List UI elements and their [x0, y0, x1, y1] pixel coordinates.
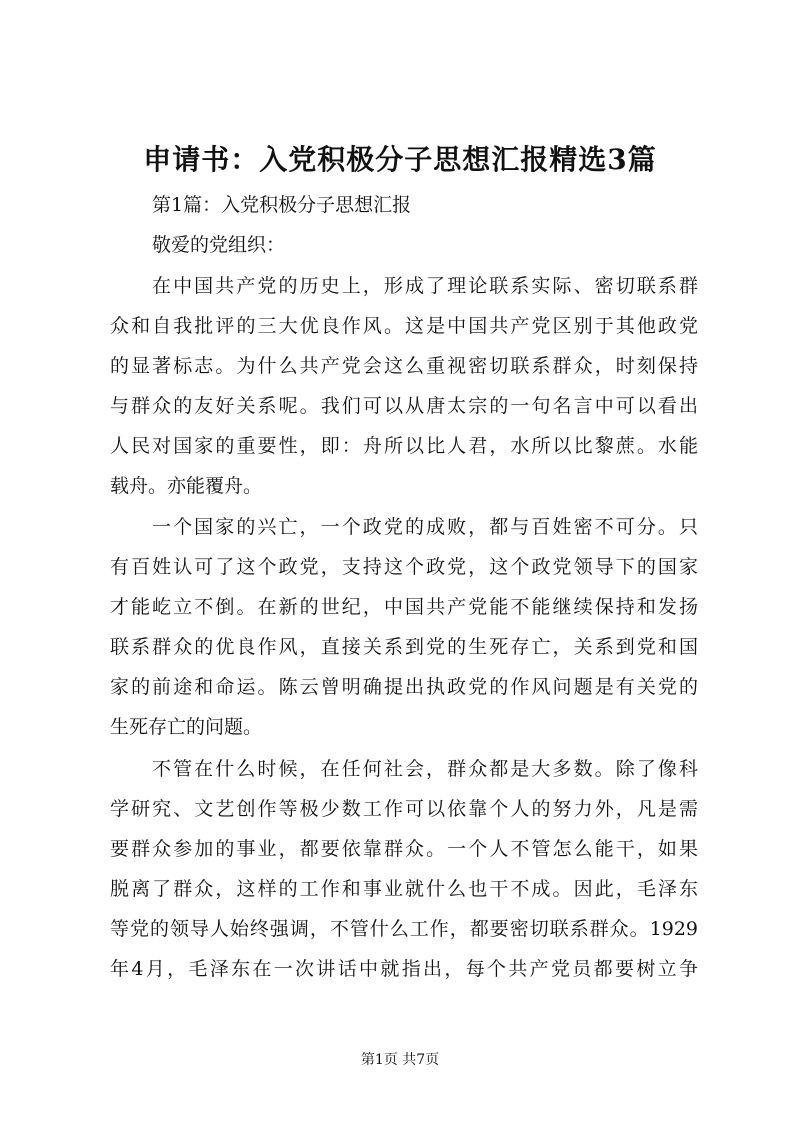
paragraph-line: 生死存亡的问题。 [110, 716, 263, 738]
section-heading: 第1篇：入党积极分子思想汇报 [152, 194, 412, 216]
paragraph-line: 等党的领导人始终强调，不管什么工作，都要密切联系群众。1929 [110, 918, 698, 940]
paragraph-line: 在中国共产党的历史上，形成了理论联系实际、密切联系群 [152, 275, 698, 297]
paragraph-line: 的显著标志。为什么共产党会这么重视密切联系群众，时刻保持 [110, 355, 698, 377]
document-title: 申请书：入党积极分子思想汇报精选3篇 [143, 143, 657, 176]
paragraph-line: 不管在什么时候，在任何社会，群众都是大多数。除了像科 [152, 758, 698, 780]
paragraph-line: 一个国家的兴亡，一个政党的成败，都与百姓密不可分。只 [152, 516, 698, 538]
paragraph-line: 与群众的友好关系呢。我们可以从唐太宗的一句名言中可以看出 [110, 395, 698, 417]
paragraph-line: 联系群众的优良作风，直接关系到党的生死存亡，关系到党和国 [110, 636, 698, 658]
paragraph-line: 才能屹立不倒。在新的世纪，中国共产党能不能继续保持和发扬 [110, 596, 698, 618]
paragraph-line: 年4月，毛泽东在一次讲话中就指出，每个共产党员都要树立争 [110, 958, 698, 980]
greeting: 敬爱的党组织： [152, 234, 286, 256]
paragraph-line: 要群众参加的事业，都要依靠群众。一个人不管怎么能干，如果 [110, 838, 698, 860]
paragraph-line: 人民对国家的重要性，即：舟所以比人君，水所以比黎蔗。水能 [110, 435, 698, 457]
page-indicator: 第1页 共7页 [360, 1052, 440, 1068]
paragraph-line: 家的前途和命运。陈云曾明确提出执政党的作风问题是有关党的 [110, 676, 698, 698]
paragraph-line: 有百姓认可了这个政党，支持这个政党，这个政党领导下的国家 [110, 556, 698, 578]
paragraph-line: 脱离了群众，这样的工作和事业就什么也干不成。因此，毛泽东 [110, 878, 698, 900]
paragraph-line: 载舟。亦能覆舟。 [110, 475, 263, 497]
paragraph-line: 学研究、文艺创作等极少数工作可以依靠个人的努力外，凡是需 [110, 798, 698, 820]
paragraph-line: 众和自我批评的三大优良作风。这是中国共产党区别于其他政党 [110, 315, 698, 337]
